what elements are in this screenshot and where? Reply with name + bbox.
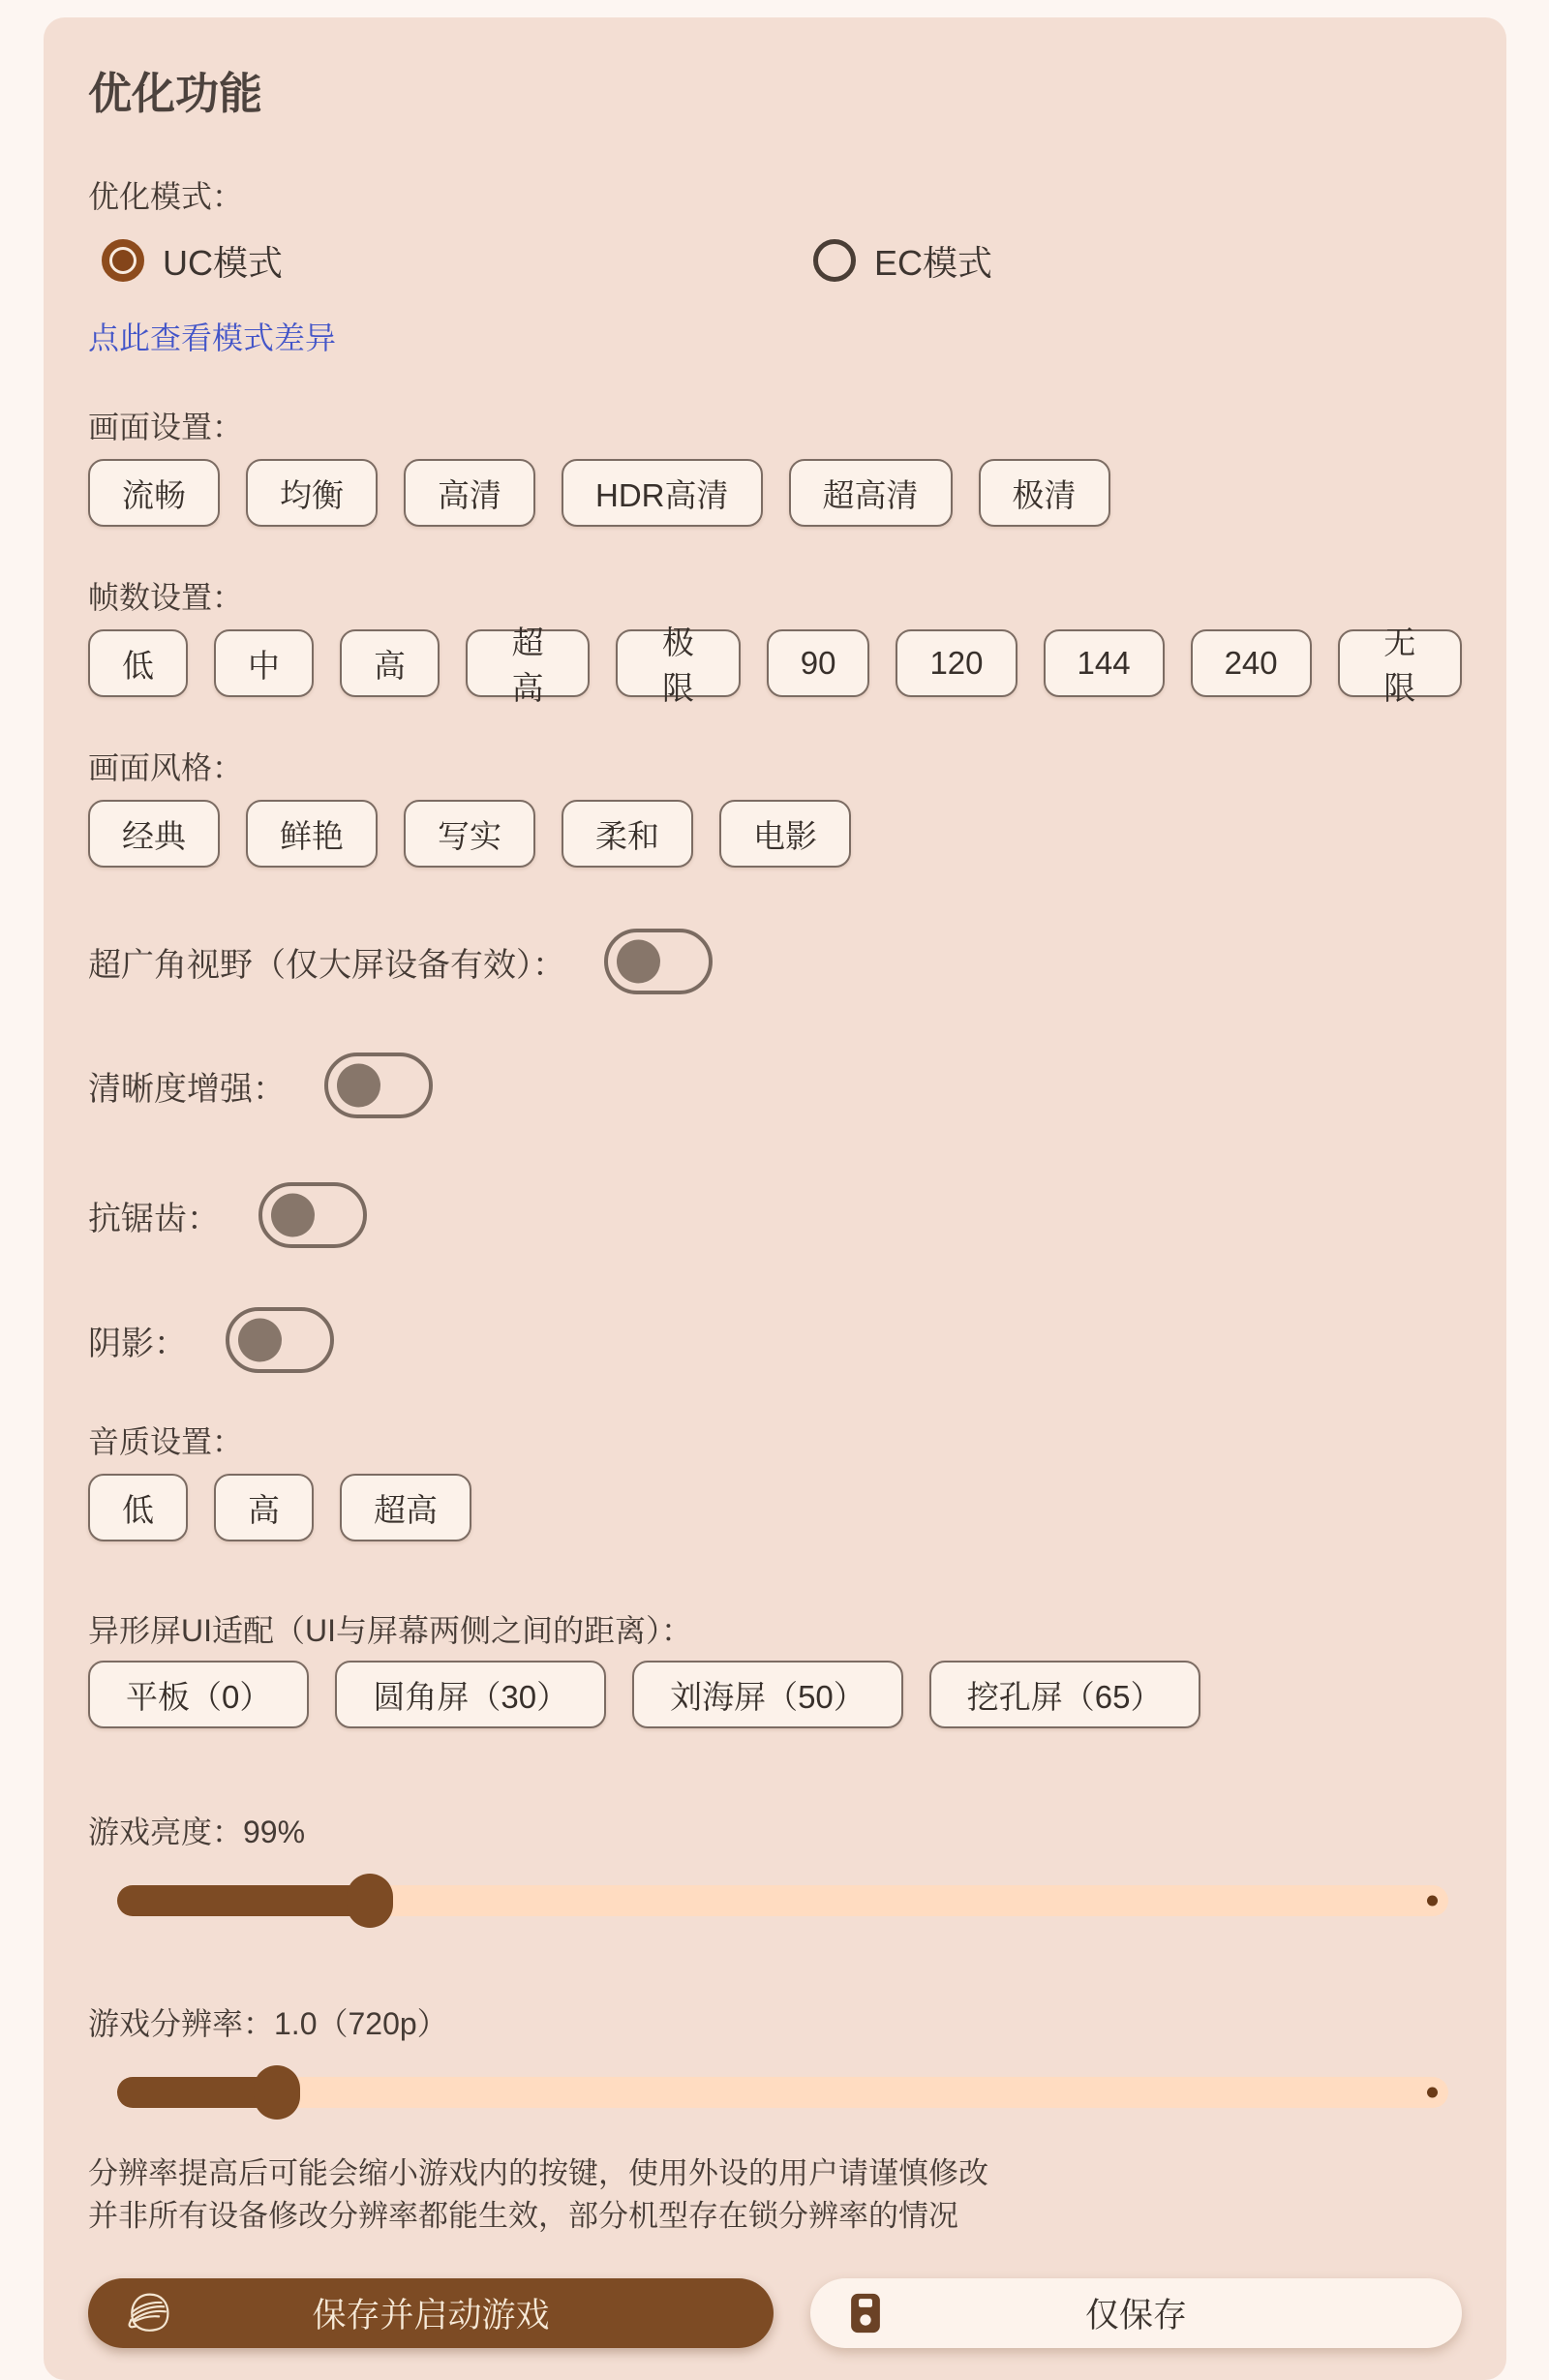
mode-section-label: 优化模式： xyxy=(88,179,244,215)
shadow-toggle[interactable] xyxy=(226,1307,334,1373)
toggle-knob xyxy=(271,1194,315,1237)
save-only-label: 仅保存 xyxy=(1084,2297,1187,2335)
save-and-launch-label: 保存并启动游戏 xyxy=(312,2297,550,2335)
action-buttons-row xyxy=(88,2278,1462,2348)
radio-ec-label: EC模式 xyxy=(874,242,993,283)
notch-option-1[interactable]: 圆角屏（30） xyxy=(335,1661,606,1728)
graphics-option-0[interactable]: 流畅 xyxy=(88,459,220,527)
wide-angle-label: 超广角视野（仅大屏设备有效）： xyxy=(88,946,565,984)
sharpness-row xyxy=(88,1053,1462,1118)
page-title: 优化功能 xyxy=(88,69,263,118)
style-options-row xyxy=(88,800,1462,868)
audio-option-2[interactable]: 超高 xyxy=(340,1474,471,1541)
slider-thumb[interactable] xyxy=(254,2065,300,2120)
toggle-knob xyxy=(337,1064,380,1108)
style-option-4[interactable]: 电影 xyxy=(719,800,851,868)
antialias-toggle[interactable] xyxy=(258,1182,367,1248)
brightness-label: 游戏亮度：99% xyxy=(88,1815,306,1850)
graphics-option-2[interactable]: 高清 xyxy=(404,459,535,527)
slider-end-dot xyxy=(1427,2088,1438,2098)
style-section-label: 画面风格： xyxy=(88,750,244,786)
notch-option-2[interactable]: 刘海屏（50） xyxy=(632,1661,903,1728)
sharpness-label: 清晰度增强： xyxy=(88,1070,286,1108)
radio-unselected-icon[interactable] xyxy=(813,239,856,282)
wide-angle-toggle[interactable] xyxy=(604,929,713,994)
graphics-option-5[interactable]: 极清 xyxy=(979,459,1110,527)
resolution-slider[interactable] xyxy=(117,2065,1448,2120)
save-icon xyxy=(845,2291,886,2335)
audio-options-row xyxy=(88,1474,1462,1541)
save-only-button[interactable] xyxy=(810,2278,1462,2348)
shadow-row xyxy=(88,1307,1462,1373)
fps-option-5[interactable]: 90 xyxy=(767,629,870,697)
slider-end-dot xyxy=(1427,1896,1438,1907)
toggle-knob xyxy=(617,940,660,984)
fps-option-1[interactable]: 中 xyxy=(214,629,314,697)
slider-fill xyxy=(117,1885,370,1916)
resolution-warning-1: 分辨率提高后可能会缩小游戏内的按键，使用外设的用户请谨慎修改 xyxy=(88,2156,988,2191)
graphics-option-4[interactable]: 超高清 xyxy=(789,459,953,527)
audio-option-0[interactable]: 低 xyxy=(88,1474,188,1541)
mode-radio-group xyxy=(88,236,1462,285)
notch-section-label: 异形屏UI适配（UI与屏幕两侧之间的距离）： xyxy=(88,1613,693,1649)
graphics-option-3[interactable]: HDR高清 xyxy=(562,459,763,527)
radio-selected-icon[interactable] xyxy=(102,239,144,282)
slider-track[interactable] xyxy=(117,2077,1448,2108)
resolution-warning-2: 并非所有设备修改分辨率都能生效，部分机型存在锁分辨率的情况 xyxy=(88,2199,958,2234)
fps-option-9[interactable]: 无限 xyxy=(1338,629,1462,697)
fps-option-4[interactable]: 极限 xyxy=(616,629,740,697)
style-option-2[interactable]: 写实 xyxy=(404,800,535,868)
shadow-label: 阴影： xyxy=(88,1325,187,1362)
graphics-option-1[interactable]: 均衡 xyxy=(246,459,378,527)
fps-section-label: 帧数设置： xyxy=(88,580,244,616)
antialias-row xyxy=(88,1182,1462,1248)
radio-uc-label: UC模式 xyxy=(163,242,283,283)
mode-difference-link[interactable]: 点此查看模式差异 xyxy=(88,320,337,356)
fps-options-row xyxy=(88,625,1462,707)
sharpness-toggle[interactable] xyxy=(324,1053,433,1118)
save-and-launch-button[interactable] xyxy=(88,2278,774,2348)
radio-ec-mode[interactable] xyxy=(813,236,992,286)
audio-section-label: 音质设置： xyxy=(88,1424,244,1460)
helmet-icon xyxy=(123,2287,175,2339)
fps-option-2[interactable]: 高 xyxy=(340,629,440,697)
notch-option-0[interactable]: 平板（0） xyxy=(88,1661,309,1728)
fps-option-0[interactable]: 低 xyxy=(88,629,188,697)
fps-option-8[interactable]: 240 xyxy=(1191,629,1312,697)
style-option-0[interactable]: 经典 xyxy=(88,800,220,868)
graphics-options-row xyxy=(88,459,1462,527)
wide-angle-row xyxy=(88,929,1462,994)
antialias-label: 抗锯齿： xyxy=(88,1200,220,1237)
radio-uc-mode[interactable] xyxy=(102,236,283,286)
graphics-section-label: 画面设置： xyxy=(88,410,244,445)
audio-option-1[interactable]: 高 xyxy=(214,1474,314,1541)
fps-option-3[interactable]: 超高 xyxy=(466,629,590,697)
brightness-slider[interactable] xyxy=(117,1874,1448,1928)
resolution-label: 游戏分辨率：1.0（720p） xyxy=(88,2006,448,2042)
notch-option-3[interactable]: 挖孔屏（65） xyxy=(929,1661,1200,1728)
fps-option-6[interactable]: 120 xyxy=(896,629,1017,697)
toggle-knob xyxy=(238,1319,282,1362)
slider-thumb[interactable] xyxy=(347,1874,393,1928)
style-option-3[interactable]: 柔和 xyxy=(562,800,693,868)
style-option-1[interactable]: 鲜艳 xyxy=(246,800,378,868)
fps-option-7[interactable]: 144 xyxy=(1044,629,1165,697)
optimization-settings-card xyxy=(44,17,1506,2380)
notch-options-row xyxy=(88,1661,1462,1728)
